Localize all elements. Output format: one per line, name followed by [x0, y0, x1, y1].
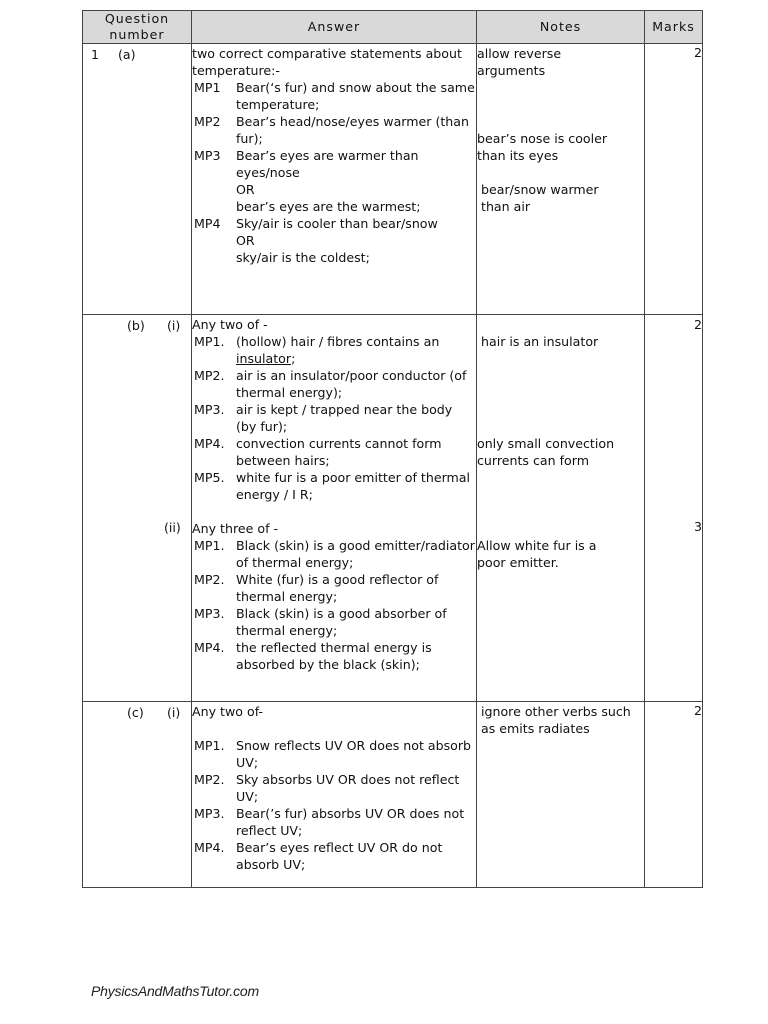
notes-cell: [477, 44, 645, 315]
question-part: (a): [118, 47, 136, 62]
marking-point: MP2. air is an insulator/poor conductor (of thermal energy);: [194, 368, 467, 400]
marking-point: MP5. white fur is a poor emitter of thermal energy / I R;: [194, 470, 471, 502]
header-answer: Answer: [192, 11, 477, 44]
marks-cell: 2 3: [645, 315, 703, 702]
marking-point: MP4 Sky/air is cooler than bear/snow OR sky/air is the coldest;: [194, 216, 438, 265]
question-sub-part: (i): [167, 318, 181, 333]
footer-website: PhysicsAndMathsTutor.com: [91, 983, 259, 999]
note: hair is an insulator: [481, 334, 599, 349]
marking-point: MP2. Sky absorbs UV OR does not reflect UV;: [194, 772, 460, 804]
table-header-row: [83, 11, 703, 44]
header-notes: Notes: [477, 11, 645, 44]
note: Allow white fur is a poor emitter.: [477, 538, 597, 570]
question-part: (b): [127, 318, 145, 333]
note: allow reverse arguments: [477, 46, 562, 78]
note: bear/snow warmer than air: [481, 182, 599, 214]
question-sub-part: (i): [167, 705, 181, 720]
marking-point: MP1 Bear(‘s fur) and snow about the same temperature;: [194, 80, 475, 112]
marking-point: MP3. air is kept / trapped near the body (by fur);: [194, 402, 453, 434]
answer-intro: Any three of -: [192, 521, 279, 536]
marking-point: MP1. Snow reflects UV OR does not absorb UV;: [194, 738, 472, 770]
answer-intro: Any two of -: [192, 317, 268, 332]
marking-point: MP4. the reflected thermal energy is absorbed by the black (skin);: [194, 640, 432, 672]
question-part: (c): [127, 705, 144, 720]
header-marks: Marks: [645, 11, 703, 44]
marking-point: MP3. Black (skin) is a good absorber of thermal energy;: [194, 606, 447, 638]
answer-cell: [192, 315, 477, 702]
notes-cell: [477, 702, 645, 888]
question-sub-part: (ii): [164, 520, 181, 535]
note: ignore other verbs such as emits radiates: [481, 704, 631, 736]
question-number-cell: [83, 315, 192, 702]
marking-point: MP4. Bear’s eyes reflect UV OR do not absorb UV;: [194, 840, 443, 872]
marking-point: MP3. Bear(’s fur) absorbs UV OR does not reflect UV;: [194, 806, 465, 838]
question-number-cell: [83, 44, 192, 315]
question-number-cell: [83, 702, 192, 888]
marking-point: MP4. convection currents cannot form between hairs;: [194, 436, 442, 468]
question-number: 1: [91, 47, 100, 62]
table-row: [83, 702, 703, 888]
answer-intro: two correct comparative statements about temperature:-: [192, 46, 462, 78]
header-question: Question number: [83, 11, 192, 44]
answer-intro: Any two of-: [192, 704, 263, 719]
note: only small convection currents can form: [477, 436, 615, 468]
table-row: [83, 44, 703, 315]
marking-point: MP1. (hollow) hair / fibres contains an insulator;: [194, 334, 440, 366]
marking-point: MP1. Black (skin) is a good emitter/radiator of thermal energy;: [194, 538, 475, 570]
note: bear’s nose is cooler than its eyes: [477, 131, 608, 163]
notes-cell: [477, 315, 645, 702]
marks-cell: 2: [645, 44, 703, 315]
marking-point: MP2. White (fur) is a good reflector of thermal energy;: [194, 572, 439, 604]
answer-cell: [192, 702, 477, 888]
marks-cell: 2: [645, 702, 703, 888]
marking-point: MP2 Bear’s head/nose/eyes warmer (than fur);: [194, 114, 469, 146]
answer-cell: [192, 44, 477, 315]
mark-scheme-table: [82, 10, 703, 888]
table-row: [83, 315, 703, 702]
marking-point: MP3 Bear’s eyes are warmer than eyes/nose OR bear’s eyes are the warmest;: [194, 148, 421, 214]
